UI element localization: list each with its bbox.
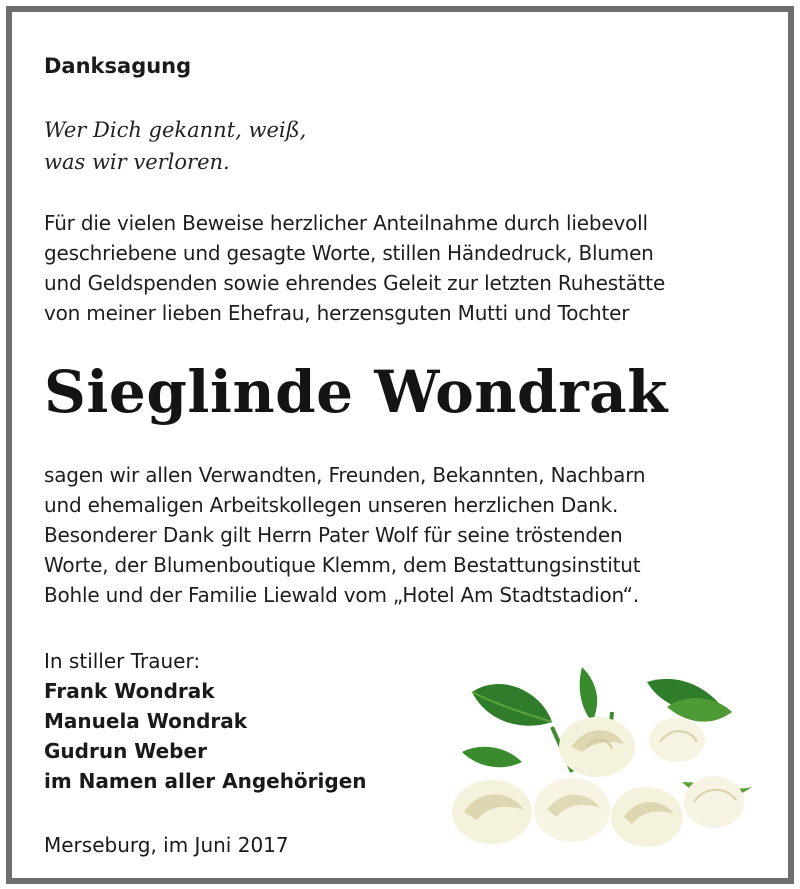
place-date: Merseburg, im Juni 2017: [44, 833, 289, 857]
mourners-label: In stiller Trauer:: [44, 649, 201, 673]
thanks-line: Bohle und der Familie Liewald vom „Hotel Am Stadtstadion“.: [44, 583, 639, 607]
thanks-line: Besonderer Dank gilt Herrn Pater Wolf für seine tröstenden: [44, 523, 623, 547]
obituary-notice: [6, 6, 794, 884]
mourners-block: [44, 646, 367, 796]
intro-paragraph: [44, 208, 665, 328]
heading: Danksagung: [44, 54, 192, 78]
white-roses-icon: [432, 652, 762, 852]
motto-line: was wir verloren.: [44, 150, 230, 174]
intro-line: von meiner lieben Ehefrau, herzensguten Mutti und Tochter: [44, 301, 630, 325]
mourner-name: im Namen aller Angehörigen: [44, 769, 367, 793]
thanks-line: und ehemaligen Arbeitskollegen unseren herzlichen Dank.: [44, 493, 619, 517]
intro-line: und Geldspenden sowie ehrendes Geleit zur letzten Ruhestätte: [44, 271, 666, 295]
thanks-line: Worte, der Blumenboutique Klemm, dem Bestattungsinstitut: [44, 553, 641, 577]
thanks-line: sagen wir allen Verwandten, Freunden, Bekannten, Nachbarn: [44, 463, 646, 487]
mourner-name: Frank Wondrak: [44, 679, 215, 703]
intro-line: geschriebene und gesagte Worte, stillen Händedruck, Blumen: [44, 241, 654, 265]
motto: [44, 114, 306, 178]
deceased-name: Sieglinde Wondrak: [44, 358, 668, 426]
thanks-paragraph: [44, 460, 645, 610]
motto-line: Wer Dich gekannt, weiß,: [44, 118, 307, 142]
mourner-name: Gudrun Weber: [44, 739, 207, 763]
mourner-name: Manuela Wondrak: [44, 709, 248, 733]
intro-line: Für die vielen Beweise herzlicher Anteilnahme durch liebevoll: [44, 211, 648, 235]
